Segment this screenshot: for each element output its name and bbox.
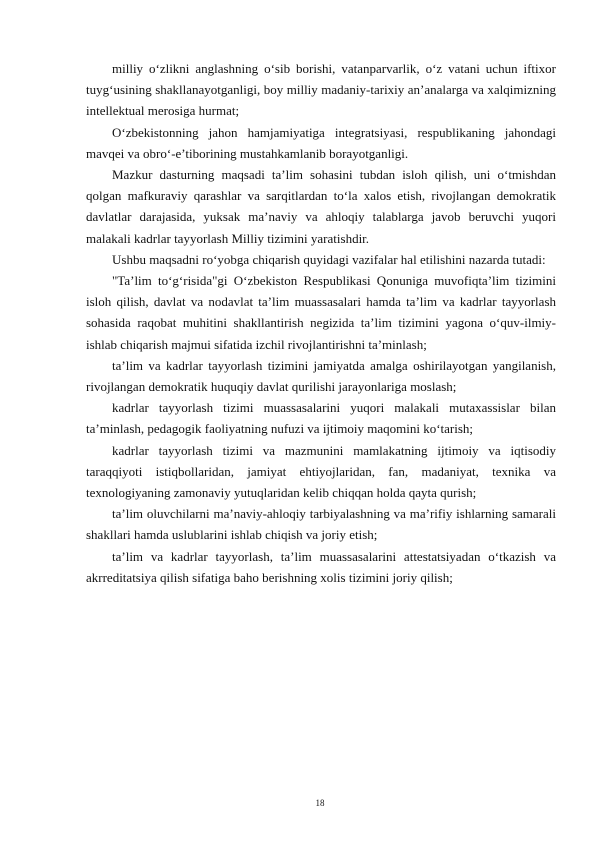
paragraph: ta’lim va kadrlar tayyorlash tizimini jamiyatda amalga oshirilayotgan yangilanish, rivojlangan demokratik huquqiy davlat qurilishi jarayonlariga moslash; [86, 357, 556, 395]
page-number: 18 [315, 798, 325, 808]
paragraph: kadrlar tayyorlash tizimi va mazmunini mamlakatning ijtimoiy va iqtisodiy taraqqiyoti istiqbollaridan, jamiyat ehtiyojlaridan, fan, madaniyat, texnika va texnologiyaning zamonaviy yutuqlaridan kelib chiqqan holda qayta qurish; [86, 442, 556, 501]
paragraph: ta’lim va kadrlar tayyorlash, ta’lim muassasalarini attestatsiyadan o‘tkazish va akrreditatsiya qilish sifatiga baho berishning xolis tizimini joriy qilish; [86, 548, 556, 585]
paragraph: ta’lim oluvchilarni ma’naviy-ahloqiy tarbiyalashning va ma’rifiy ishlarning samarali shakllari hamda uslublarini ishlab chiqish va joriy etish; [86, 506, 556, 543]
document-body [86, 58, 556, 588]
paragraph: kadrlar tayyorlash tizimi muassasalarini yuqori malakali mutaxassislar bilan ta’minlash, pedagogik faoliyatning nufuzi va ijtimoiy maqomini ko‘tarish; [86, 400, 556, 437]
paragraph: "Ta’lim to‘g‘risida"gi O‘zbekiston Respublikasi Qonuniga muvofiqta’lim tizimini isloh qilish, davlat va nodavlat ta’lim muassasalari hamda ta’lim va kadrlar tayyorlash sohasida raqobat muhitini shakllantirish negizida ta’lim tizimini yagona o‘quv-ilmiy-ishlab chiqarish majmui sifatida izchil rivojlantirishni ta’minlash; [86, 273, 556, 352]
paragraph: O‘zbekistonning jahon hamjamiyatiga integratsiyasi, respublikaning jahondagi mavqei va obro‘-e’tiborining mustahkamlanib borayotganligi. [86, 124, 556, 161]
paragraph: Mazkur dasturning maqsadi ta’lim sohasini tubdan isloh qilish, uni o‘tmishdan qolgan mafkuraviy qarashlar va sarqitlardan to‘la xalos etish, rivojlangan demokratik davlatlar darajasida, yuksak ma’naviy va ahloqiy talablarga javob beruvchi yuqori malakali kadrlar tayyorlash Milliy tizimini yaratishdir. [86, 167, 556, 246]
paragraph: milliy o‘zlikni anglashning o‘sib borishi, vatanparvarlik, o‘z vatani uchun iftixor tuyg‘usining shakllanayotganligi, boy milliy madaniy-tarixiy an’analarga va xalqimizning intellektual merosiga hurmat; [86, 61, 556, 119]
paragraph: Ushbu maqsadni ro‘yobga chiqarish quyidagi vazifalar hal etilishini nazarda tutadi: [112, 251, 546, 267]
